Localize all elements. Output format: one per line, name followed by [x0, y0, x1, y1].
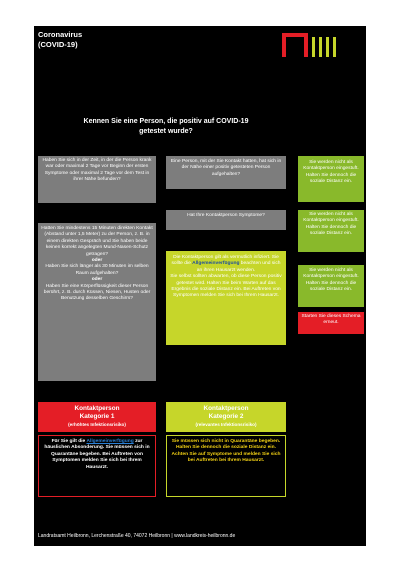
question-symptoms-box: Hat Ihre Kontaktperson Symptome? — [166, 210, 286, 230]
presumed-infected-post: beachten und sich an ihren Hausarzt wenden. — [196, 261, 281, 273]
kategorie1-title2: Kategorie 1 — [79, 413, 115, 420]
kategorie2-title2: Kategorie 2 — [208, 413, 244, 420]
kategorie1-sub: (erhöhtes Infektionsrisiko) — [68, 422, 126, 427]
kategorie1-detail — [38, 435, 156, 497]
question-contact-box: Eine Person, mit der Sie Kontakt hatten, hat sich in der Nähe einer positiv getesteten Person aufgehalten? — [166, 156, 286, 189]
oder-label-1: oder — [91, 258, 103, 264]
kategorie1-header — [38, 402, 156, 432]
logo-red-right — [304, 33, 308, 57]
logo-lime-2 — [319, 37, 322, 57]
presumed-infected-text-1 — [169, 255, 283, 274]
kategorie1-detail-pre: Für Sie gilt die — [51, 439, 87, 444]
landkreis-logo — [282, 33, 336, 61]
logo-lime-4 — [333, 37, 336, 57]
logo-lime-1 — [312, 37, 315, 57]
kategorie2-detail-text: Sie müssen sich nicht in Quarantäne begeben. Halten Sie dennoch die soziale Distanz ein. Achten Sie auf Symptome und melden Sie sich bei Auftreten bei Ihrem Hausarzt. — [171, 439, 281, 464]
kategorie2-header — [166, 402, 286, 432]
close-contact-text-1: Hatten Sie mindestens 15 Minuten direkten Kontakt (Abstand unter 1,5 Meter) zu der Person, z. B. in einem direkten Gespräch und Sie haben beide keinen korrekt angelegten Mund-Nasen-Schutz getragen? — [41, 226, 153, 257]
restart-box[interactable]: Starten Sie dieses Schema erneut. — [298, 312, 364, 334]
allgemeinverfuegung-link-2[interactable]: Allgemeinverfügung — [86, 439, 134, 444]
logo-red-left — [282, 33, 286, 57]
header-title — [38, 30, 82, 49]
not-contact-box-3: Sie werden nicht als Kontaktperson eingestuft. Halten Sie dennoch die soziale Distanz ein. — [298, 265, 364, 307]
not-contact-box-1: Sie werden nicht als Kontaktperson eingestuft. Halten Sie dennoch die soziale Distanz ein. — [298, 156, 364, 202]
presumed-infected-text-2: Sie selbst sollten abwarten, ob diese Person positiv getestet wird. Halten Sie beim Warten auf das Ergebnis die soziale Distanz ein. Bei Auftreten von Symptomen melden Sie sich bei Ihrem Hausarzt. — [170, 274, 282, 299]
kategorie2-detail — [166, 435, 286, 497]
logo-lime-3 — [326, 37, 329, 57]
close-contact-text-2: Haben Sie sich länger als 30 Minuten im selben Raum aufgehalten? — [45, 264, 149, 276]
kategorie2-title: Kontaktperson — [203, 405, 249, 412]
kategorie1-title: Kontaktperson — [74, 405, 120, 412]
close-contact-text-3: Haben Sie eine Körperflüssigkeit dieser Person berührt, z. B. durch Küssen, Niesen, Husten oder Benutzung desselben Geschirrs? — [43, 283, 151, 302]
header-title-line2: (COVID-19) — [38, 39, 78, 49]
kategorie2-sub: (relevantes Infektionsrisiko) — [195, 422, 257, 427]
header-title-line1: Coronavirus — [38, 30, 83, 39]
main-question: Kennen Sie eine Person, die positiv auf COVID-19 getestet wurde? — [83, 118, 249, 135]
question-time-box: Haben Sie sich in der Zeit, in der die Person krank war oder maximal 2 Tage vor Beginn der ersten Symptome oder maximal 2 Tage vor dem Test in ihrer Nähe befunden? — [38, 156, 156, 203]
footer: Landratsamt Heilbronn, Lerchenstraße 40, 74072 Heilbronn | www.landkreis-heilbronn.de — [38, 533, 236, 539]
presumed-infected-pre: Die Kontaktperson gilt als vermutlich infiziert. Sie sollte die — [171, 255, 279, 267]
presumed-infected-box — [166, 251, 286, 345]
not-contact-box-2: Sie werden nicht als Kontaktperson eingestuft. Halten Sie dennoch die soziale Distanz ein. — [298, 210, 364, 252]
allgemeinverfuegung-link-1[interactable]: Allgemeinverfügung — [192, 261, 240, 267]
oder-label-2: oder — [91, 277, 103, 283]
kategorie1-detail-post: zur häuslichen Absonderung. Sie müssen sich in Quarantäne begeben. Bei Auftreten von Symptomen melden Sie sich bei Ihrem Hausarzt. — [44, 439, 150, 470]
question-close-contact-box — [38, 223, 156, 381]
